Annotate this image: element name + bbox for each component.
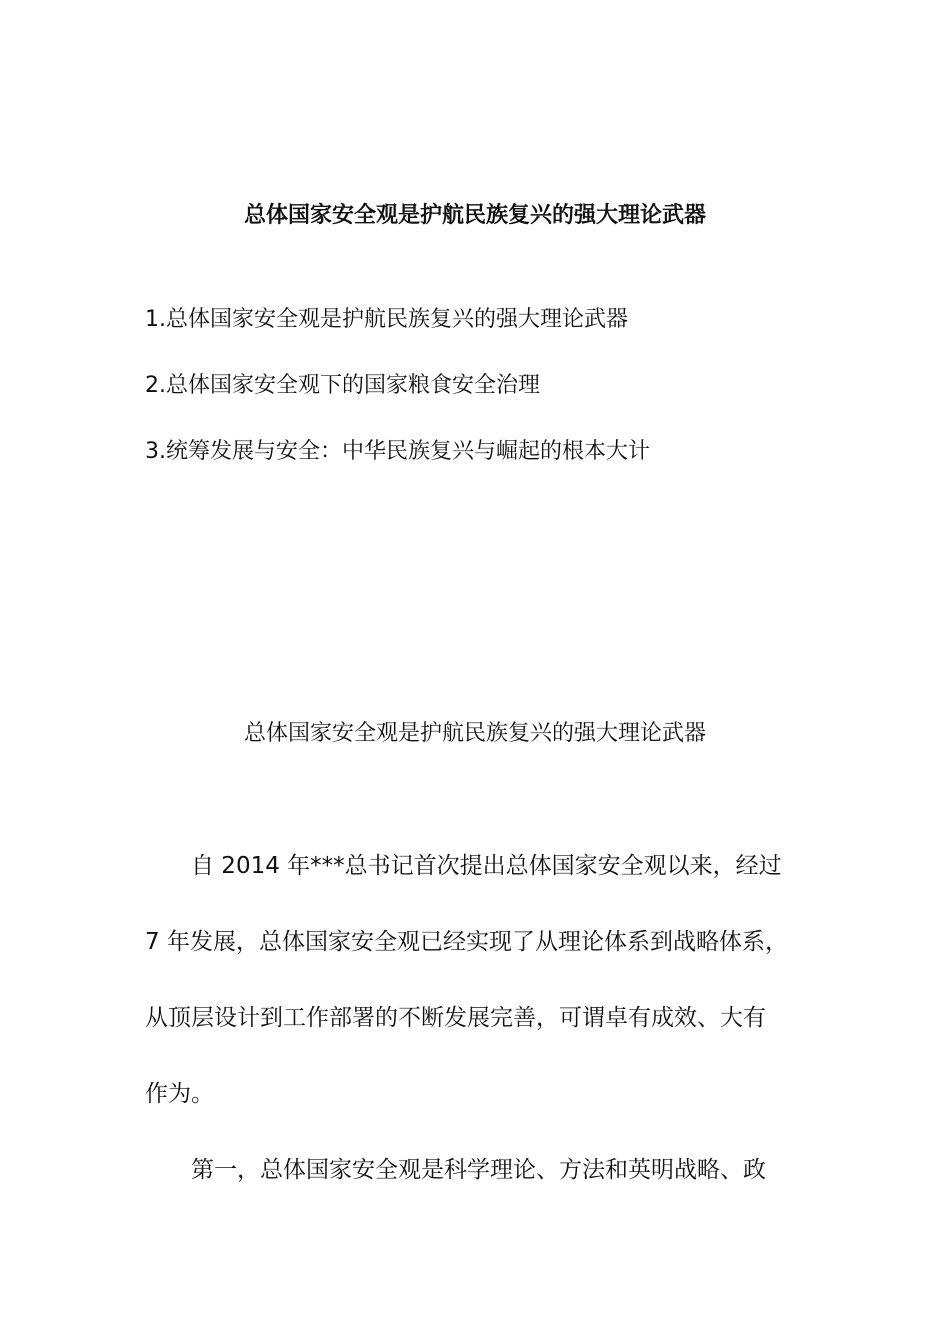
section-title: 总体国家安全观是护航民族复兴的强大理论武器 (243, 721, 706, 746)
body-text (145, 846, 815, 1226)
toc-item-3: 3.统筹发展与安全：中华民族复兴与崛起的根本大计 (145, 439, 650, 464)
paragraph-2 (145, 1150, 815, 1226)
document-title: 总体国家安全观是护航民族复兴的强大理论武器 (243, 203, 706, 228)
table-of-contents (145, 304, 650, 502)
toc-item-2: 2.总体国家安全观下的国家粮食安全治理 (145, 373, 540, 398)
paragraph-line: 作为。 (145, 1081, 214, 1107)
paragraph-line: 第一，总体国家安全观是科学理论、方法和英明战略、政 (191, 1157, 766, 1183)
paragraph-1 (145, 846, 815, 1150)
paragraph-line: 7 年发展，总体国家安全观已经实现了从理论体系到战略体系， (145, 929, 788, 955)
paragraph-line: 自 2014 年***总书记首次提出总体国家安全观以来，经过 (191, 853, 782, 879)
toc-item-1: 1.总体国家安全观是护航民族复兴的强大理论武器 (145, 307, 628, 332)
paragraph-line: 从顶层设计到工作部署的不断发展完善，可谓卓有成效、大有 (145, 1005, 766, 1031)
